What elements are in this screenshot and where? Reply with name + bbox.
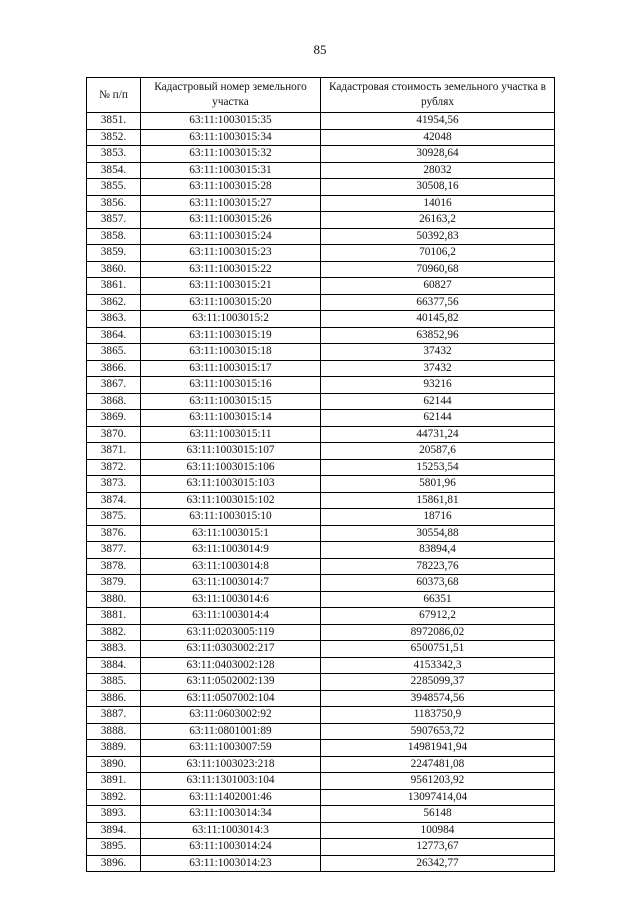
row-cadastral-value: 93216 <box>321 377 555 394</box>
row-cadastral-value: 30554,88 <box>321 525 555 542</box>
table-row <box>87 591 555 608</box>
table-row <box>87 426 555 443</box>
row-cadastral-number: 63:11:1003014:7 <box>141 575 321 592</box>
table-row <box>87 129 555 146</box>
row-cadastral-value: 5907653,72 <box>321 723 555 740</box>
table-row <box>87 327 555 344</box>
row-cadastral-value: 62144 <box>321 393 555 410</box>
row-cadastral-value: 66351 <box>321 591 555 608</box>
table-row <box>87 806 555 823</box>
row-cadastral-number: 63:11:1003015:102 <box>141 492 321 509</box>
row-cadastral-value: 66377,56 <box>321 294 555 311</box>
row-cadastral-number: 63:11:1003014:3 <box>141 822 321 839</box>
table-row <box>87 146 555 163</box>
row-cadastral-number: 63:11:1003014:9 <box>141 542 321 559</box>
row-num: 3865. <box>87 344 141 361</box>
row-num: 3887. <box>87 707 141 724</box>
row-cadastral-value: 9561203,92 <box>321 773 555 790</box>
row-num: 3860. <box>87 261 141 278</box>
row-num: 3894. <box>87 822 141 839</box>
table-row <box>87 855 555 872</box>
row-cadastral-number: 63:11:0507002:104 <box>141 690 321 707</box>
row-cadastral-value: 62144 <box>321 410 555 427</box>
row-num: 3869. <box>87 410 141 427</box>
table-row <box>87 657 555 674</box>
row-cadastral-value: 63852,96 <box>321 327 555 344</box>
row-num: 3891. <box>87 773 141 790</box>
row-num: 3876. <box>87 525 141 542</box>
row-cadastral-value: 30928,64 <box>321 146 555 163</box>
row-cadastral-number: 63:11:1003014:6 <box>141 591 321 608</box>
row-cadastral-value: 37432 <box>321 360 555 377</box>
row-num: 3871. <box>87 443 141 460</box>
row-cadastral-number: 63:11:1003015:32 <box>141 146 321 163</box>
row-cadastral-value: 14016 <box>321 195 555 212</box>
header-num: № п/п <box>87 78 141 113</box>
table-row <box>87 558 555 575</box>
table-row <box>87 278 555 295</box>
row-cadastral-number: 63:11:1003014:24 <box>141 839 321 856</box>
table-row <box>87 113 555 130</box>
row-num: 3853. <box>87 146 141 163</box>
table-row <box>87 261 555 278</box>
row-cadastral-number: 63:11:1003015:28 <box>141 179 321 196</box>
row-cadastral-number: 63:11:1003015:18 <box>141 344 321 361</box>
row-cadastral-value: 26163,2 <box>321 212 555 229</box>
row-num: 3895. <box>87 839 141 856</box>
row-num: 3867. <box>87 377 141 394</box>
table-row <box>87 212 555 229</box>
page-number: 85 <box>313 42 327 57</box>
row-cadastral-number: 63:11:1003015:14 <box>141 410 321 427</box>
row-num: 3873. <box>87 476 141 493</box>
row-num: 3883. <box>87 641 141 658</box>
row-cadastral-number: 63:11:1003015:17 <box>141 360 321 377</box>
row-cadastral-value: 12773,67 <box>321 839 555 856</box>
table-row <box>87 179 555 196</box>
row-cadastral-value: 83894,4 <box>321 542 555 559</box>
row-cadastral-value: 6500751,51 <box>321 641 555 658</box>
row-cadastral-number: 63:11:1003015:21 <box>141 278 321 295</box>
row-cadastral-value: 8972086,02 <box>321 624 555 641</box>
row-cadastral-value: 18716 <box>321 509 555 526</box>
table-row <box>87 311 555 328</box>
row-num: 3863. <box>87 311 141 328</box>
row-num: 3888. <box>87 723 141 740</box>
row-num: 3864. <box>87 327 141 344</box>
row-cadastral-number: 63:11:1003015:19 <box>141 327 321 344</box>
row-num: 3882. <box>87 624 141 641</box>
row-cadastral-number: 63:11:1003007:59 <box>141 740 321 757</box>
row-cadastral-value: 2247481,08 <box>321 756 555 773</box>
row-cadastral-number: 63:11:1402001:46 <box>141 789 321 806</box>
row-cadastral-value: 40145,82 <box>321 311 555 328</box>
row-cadastral-number: 63:11:1003015:24 <box>141 228 321 245</box>
row-cadastral-value: 14981941,94 <box>321 740 555 757</box>
row-cadastral-number: 63:11:0403002:128 <box>141 657 321 674</box>
row-cadastral-number: 63:11:1003014:8 <box>141 558 321 575</box>
header-cadastral-number: Кадастровый номер земельного участка <box>141 78 321 113</box>
row-cadastral-value: 42048 <box>321 129 555 146</box>
table-row <box>87 360 555 377</box>
table-row <box>87 608 555 625</box>
row-cadastral-value: 100984 <box>321 822 555 839</box>
cadastral-value-table <box>86 77 555 872</box>
row-cadastral-number: 63:11:1003015:106 <box>141 459 321 476</box>
row-cadastral-value: 56148 <box>321 806 555 823</box>
row-cadastral-value: 5801,96 <box>321 476 555 493</box>
row-cadastral-value: 60827 <box>321 278 555 295</box>
row-cadastral-value: 50392,83 <box>321 228 555 245</box>
row-num: 3859. <box>87 245 141 262</box>
row-num: 3866. <box>87 360 141 377</box>
row-num: 3893. <box>87 806 141 823</box>
row-num: 3870. <box>87 426 141 443</box>
row-num: 3881. <box>87 608 141 625</box>
row-cadastral-number: 63:11:1003015:107 <box>141 443 321 460</box>
row-num: 3851. <box>87 113 141 130</box>
row-num: 3857. <box>87 212 141 229</box>
table-row <box>87 492 555 509</box>
table-row <box>87 690 555 707</box>
row-num: 3889. <box>87 740 141 757</box>
table-row <box>87 393 555 410</box>
row-num: 3877. <box>87 542 141 559</box>
row-cadastral-value: 60373,68 <box>321 575 555 592</box>
row-cadastral-number: 63:11:1003014:4 <box>141 608 321 625</box>
row-cadastral-number: 63:11:1003015:2 <box>141 311 321 328</box>
row-cadastral-value: 41954,56 <box>321 113 555 130</box>
row-cadastral-value: 70106,2 <box>321 245 555 262</box>
row-num: 3858. <box>87 228 141 245</box>
row-num: 3861. <box>87 278 141 295</box>
row-num: 3868. <box>87 393 141 410</box>
row-num: 3852. <box>87 129 141 146</box>
row-cadastral-number: 63:11:1003014:34 <box>141 806 321 823</box>
row-cadastral-value: 4153342,3 <box>321 657 555 674</box>
row-cadastral-value: 67912,2 <box>321 608 555 625</box>
row-num: 3854. <box>87 162 141 179</box>
row-cadastral-number: 63:11:1003023:218 <box>141 756 321 773</box>
table-row <box>87 162 555 179</box>
row-cadastral-value: 37432 <box>321 344 555 361</box>
row-cadastral-number: 63:11:1003015:16 <box>141 377 321 394</box>
row-num: 3896. <box>87 855 141 872</box>
row-cadastral-value: 1183750,9 <box>321 707 555 724</box>
row-cadastral-number: 63:11:0502002:139 <box>141 674 321 691</box>
row-cadastral-value: 44731,24 <box>321 426 555 443</box>
row-cadastral-value: 3948574,56 <box>321 690 555 707</box>
row-cadastral-value: 26342,77 <box>321 855 555 872</box>
table-row <box>87 707 555 724</box>
row-cadastral-number: 63:11:1003015:103 <box>141 476 321 493</box>
header-cadastral-value: Кадастровая стоимость земельного участка в рублях <box>321 78 555 113</box>
row-num: 3886. <box>87 690 141 707</box>
row-num: 3872. <box>87 459 141 476</box>
table-row <box>87 509 555 526</box>
table-row <box>87 674 555 691</box>
table-row <box>87 773 555 790</box>
table-row <box>87 294 555 311</box>
table-row <box>87 410 555 427</box>
table-row <box>87 624 555 641</box>
row-num: 3892. <box>87 789 141 806</box>
row-cadastral-number: 63:11:1003015:23 <box>141 245 321 262</box>
row-cadastral-number: 63:11:0303002:217 <box>141 641 321 658</box>
table-row <box>87 344 555 361</box>
row-num: 3855. <box>87 179 141 196</box>
table-row <box>87 575 555 592</box>
table-row <box>87 443 555 460</box>
row-cadastral-number: 63:11:1003015:15 <box>141 393 321 410</box>
table-header-row <box>87 78 555 113</box>
row-cadastral-number: 63:11:0801001:89 <box>141 723 321 740</box>
table-row <box>87 839 555 856</box>
row-cadastral-number: 63:11:1301003:104 <box>141 773 321 790</box>
row-cadastral-number: 63:11:1003015:22 <box>141 261 321 278</box>
table-row <box>87 789 555 806</box>
table-row <box>87 476 555 493</box>
row-cadastral-number: 63:11:1003014:23 <box>141 855 321 872</box>
row-cadastral-value: 15861,81 <box>321 492 555 509</box>
table-row <box>87 723 555 740</box>
row-cadastral-number: 63:11:1003015:1 <box>141 525 321 542</box>
row-cadastral-number: 63:11:1003015:31 <box>141 162 321 179</box>
row-cadastral-number: 63:11:1003015:26 <box>141 212 321 229</box>
table-row <box>87 377 555 394</box>
row-num: 3856. <box>87 195 141 212</box>
table-row <box>87 195 555 212</box>
row-num: 3862. <box>87 294 141 311</box>
row-cadastral-number: 63:11:0203005:119 <box>141 624 321 641</box>
row-cadastral-value: 20587,6 <box>321 443 555 460</box>
row-num: 3875. <box>87 509 141 526</box>
row-num: 3879. <box>87 575 141 592</box>
row-cadastral-value: 13097414,04 <box>321 789 555 806</box>
table-row <box>87 740 555 757</box>
row-cadastral-number: 63:11:1003015:10 <box>141 509 321 526</box>
table-row <box>87 245 555 262</box>
row-cadastral-number: 63:11:1003015:11 <box>141 426 321 443</box>
row-cadastral-value: 30508,16 <box>321 179 555 196</box>
row-cadastral-number: 63:11:0603002:92 <box>141 707 321 724</box>
table-row <box>87 228 555 245</box>
table-row <box>87 542 555 559</box>
row-cadastral-value: 15253,54 <box>321 459 555 476</box>
row-num: 3884. <box>87 657 141 674</box>
table-row <box>87 756 555 773</box>
row-num: 3878. <box>87 558 141 575</box>
row-cadastral-number: 63:11:1003015:35 <box>141 113 321 130</box>
table-row <box>87 641 555 658</box>
row-cadastral-value: 78223,76 <box>321 558 555 575</box>
table-body <box>87 113 555 872</box>
row-cadastral-number: 63:11:1003015:20 <box>141 294 321 311</box>
row-cadastral-value: 28032 <box>321 162 555 179</box>
row-cadastral-number: 63:11:1003015:34 <box>141 129 321 146</box>
row-cadastral-number: 63:11:1003015:27 <box>141 195 321 212</box>
table-row <box>87 525 555 542</box>
row-num: 3880. <box>87 591 141 608</box>
row-num: 3890. <box>87 756 141 773</box>
row-num: 3874. <box>87 492 141 509</box>
row-cadastral-value: 70960,68 <box>321 261 555 278</box>
row-cadastral-value: 2285099,37 <box>321 674 555 691</box>
table-row <box>87 459 555 476</box>
row-num: 3885. <box>87 674 141 691</box>
table-row <box>87 822 555 839</box>
